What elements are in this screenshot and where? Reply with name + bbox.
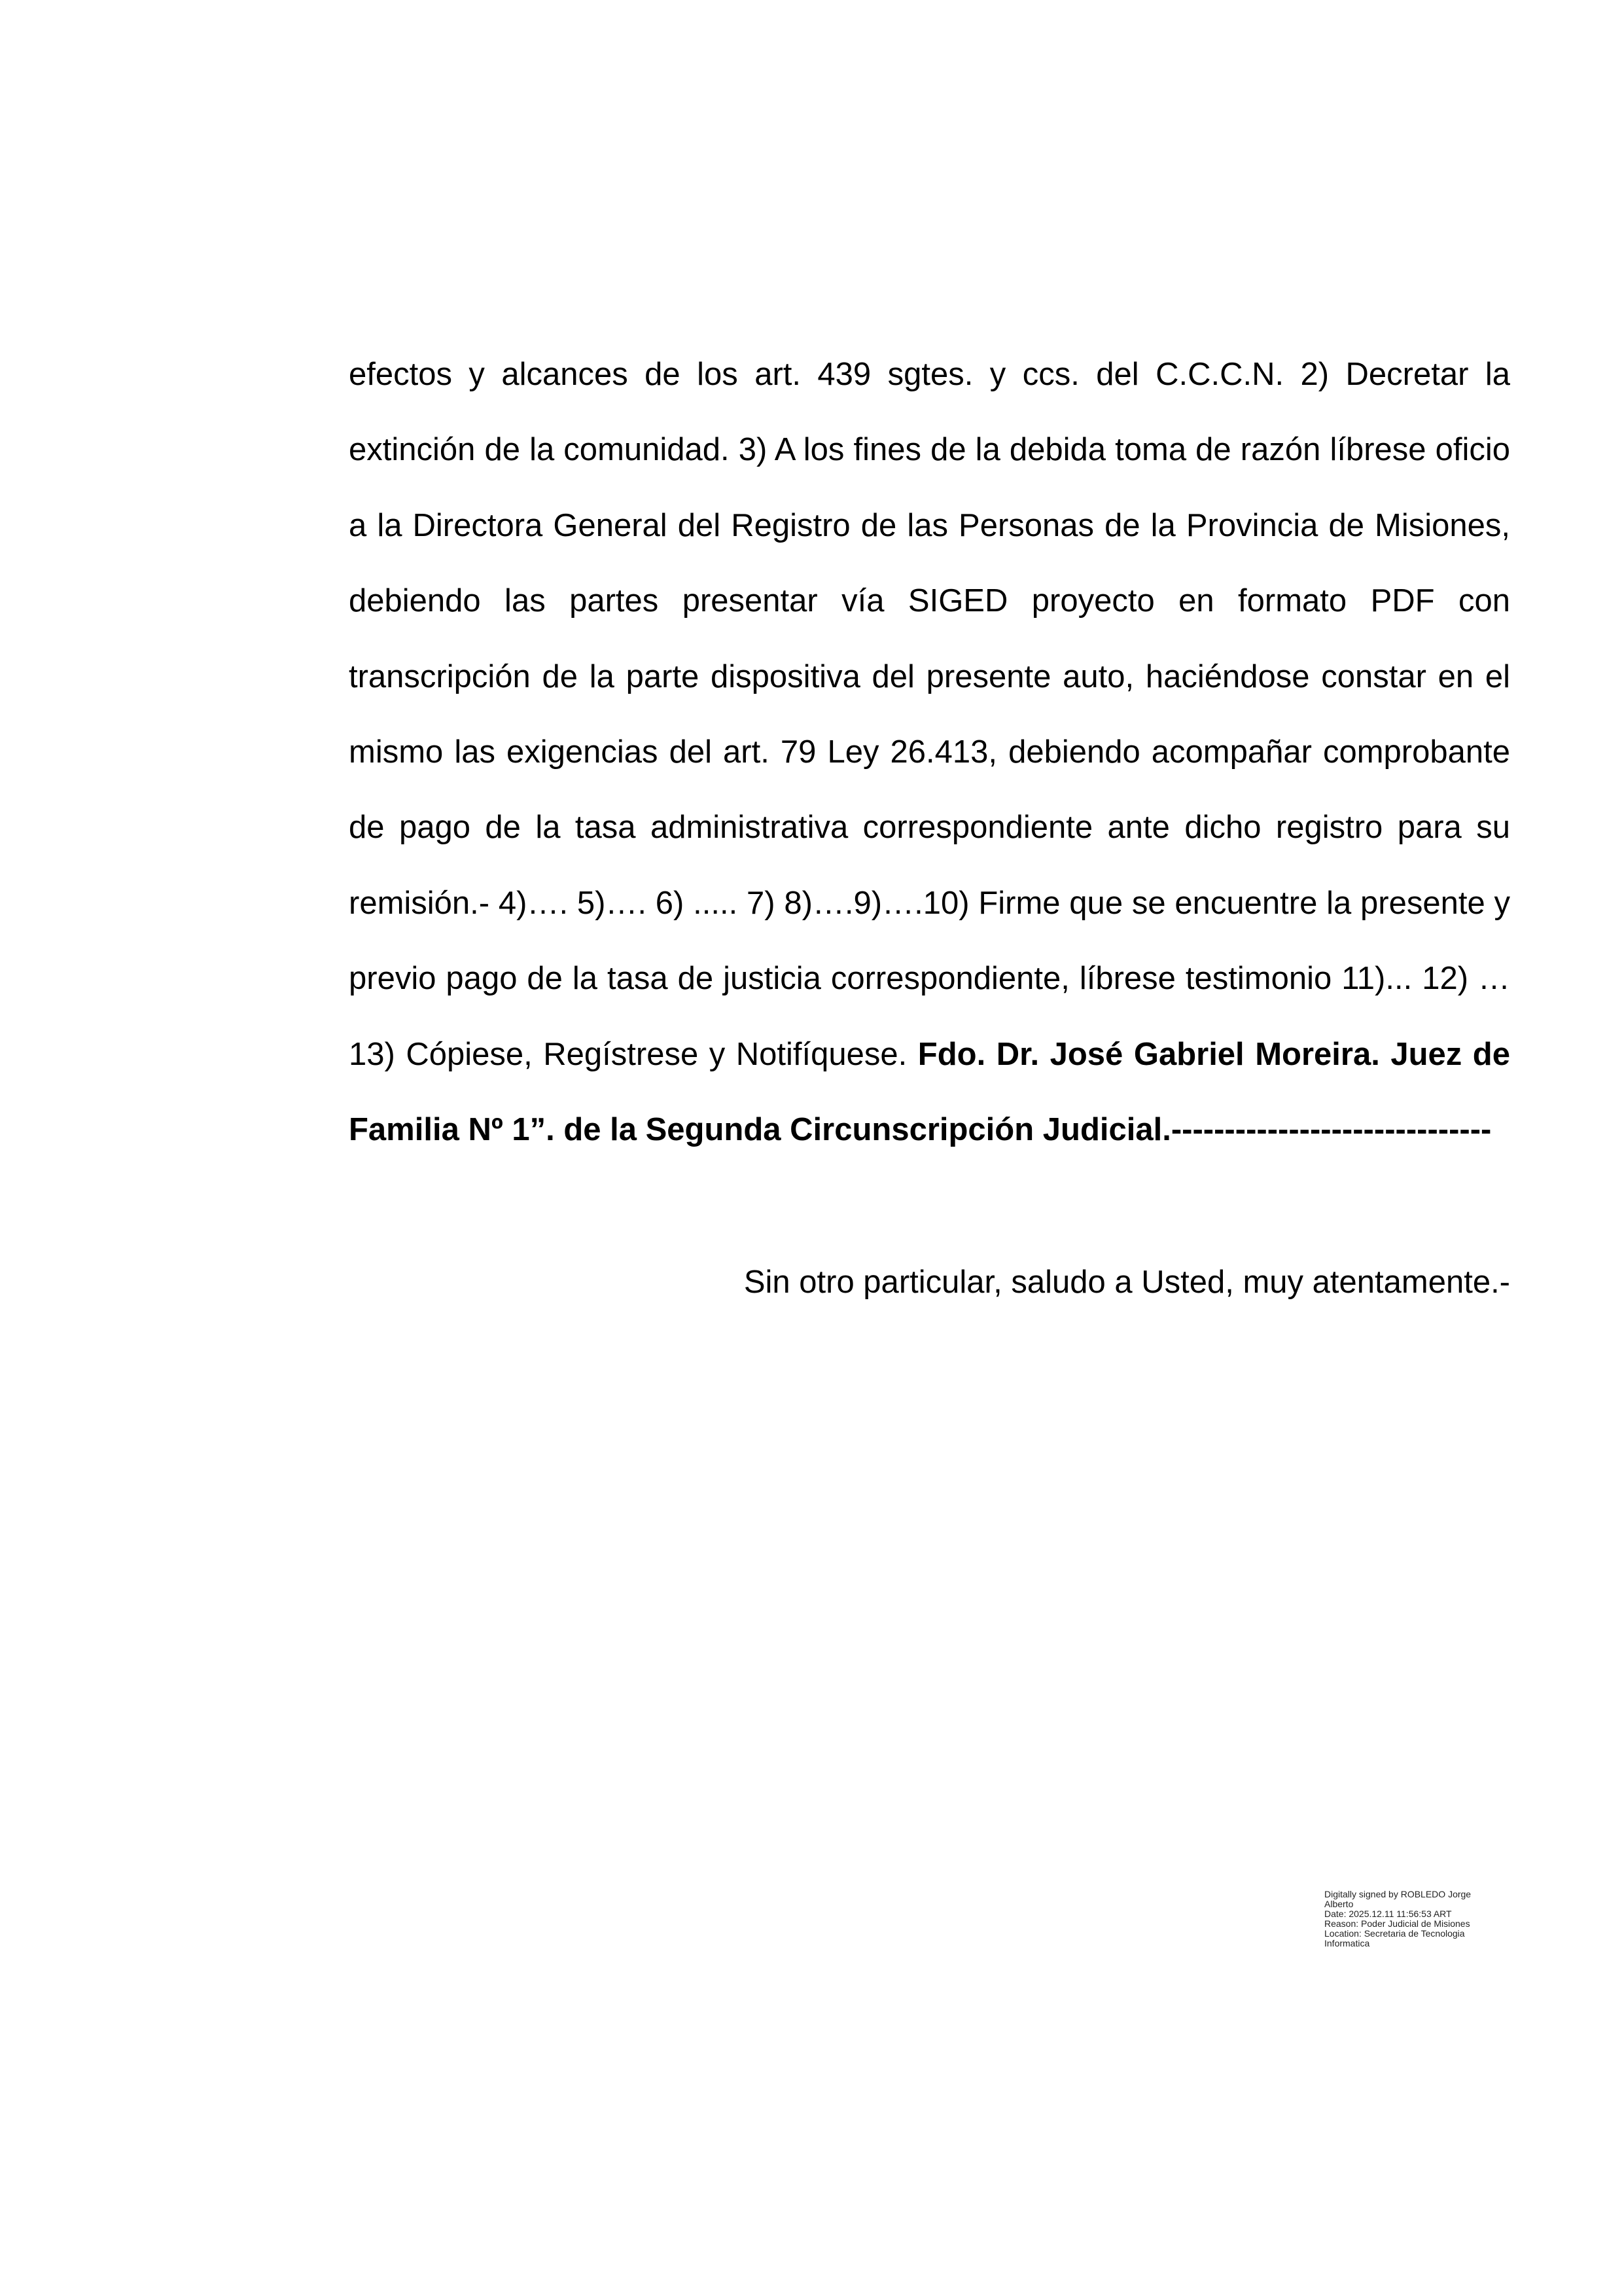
signature-line-date: Date: 2025.12.11 11:56:53 ART	[1324, 1909, 1452, 1919]
resolution-paragraph	[349, 337, 1510, 1168]
digital-signature-stamp	[1324, 1890, 1508, 1948]
signature-line-location: Location: Secretaria de Tecnologia	[1324, 1928, 1465, 1939]
signature-line-name-cont: Alberto	[1324, 1899, 1354, 1909]
closing-salutation: Sin otro particular, saludo a Usted, muy atentamente.-	[743, 1265, 1510, 1300]
judge-signature-text: Fdo. Dr. José Gabriel Moreira. Juez de Familia Nº 1”. de la Segunda Circunscripción Judicial.------------------------------	[349, 1036, 1510, 1148]
signature-line-location-cont: Informatica	[1324, 1938, 1370, 1948]
signature-line-reason: Reason: Poder Judicial de Misiones	[1324, 1918, 1470, 1929]
resolution-text: efectos y alcances de los art. 439 sgtes. y ccs. del C.C.C.N. 2) Decretar la extinción de la comunidad. 3) A los fines de la debida toma de razón líbrese oficio a la Directora General del Registro de las Personas de la Provincia de Misiones, debiendo las partes presentar vía SIGED proyecto en formato PDF con transcripción de la parte dispositiva del presente auto, haciéndose constar en el mismo las exigencias del art. 79 Ley 26.413, debiendo acompañar comprobante de pago de la tasa administrativa correspondiente ante dicho registro para su remisión.- 4)…. 5)…. 6) ..... 7) 8)….9)….10) Firme que se encuentre la presente y previo pago de la tasa de justicia correspondiente, líbrese testimonio 11)... 12) … 13) Cópiese, Regístrese y Notifíquese.	[349, 357, 1510, 1072]
signature-line-signed-by: Digitally signed by ROBLEDO Jorge	[1324, 1889, 1472, 1899]
